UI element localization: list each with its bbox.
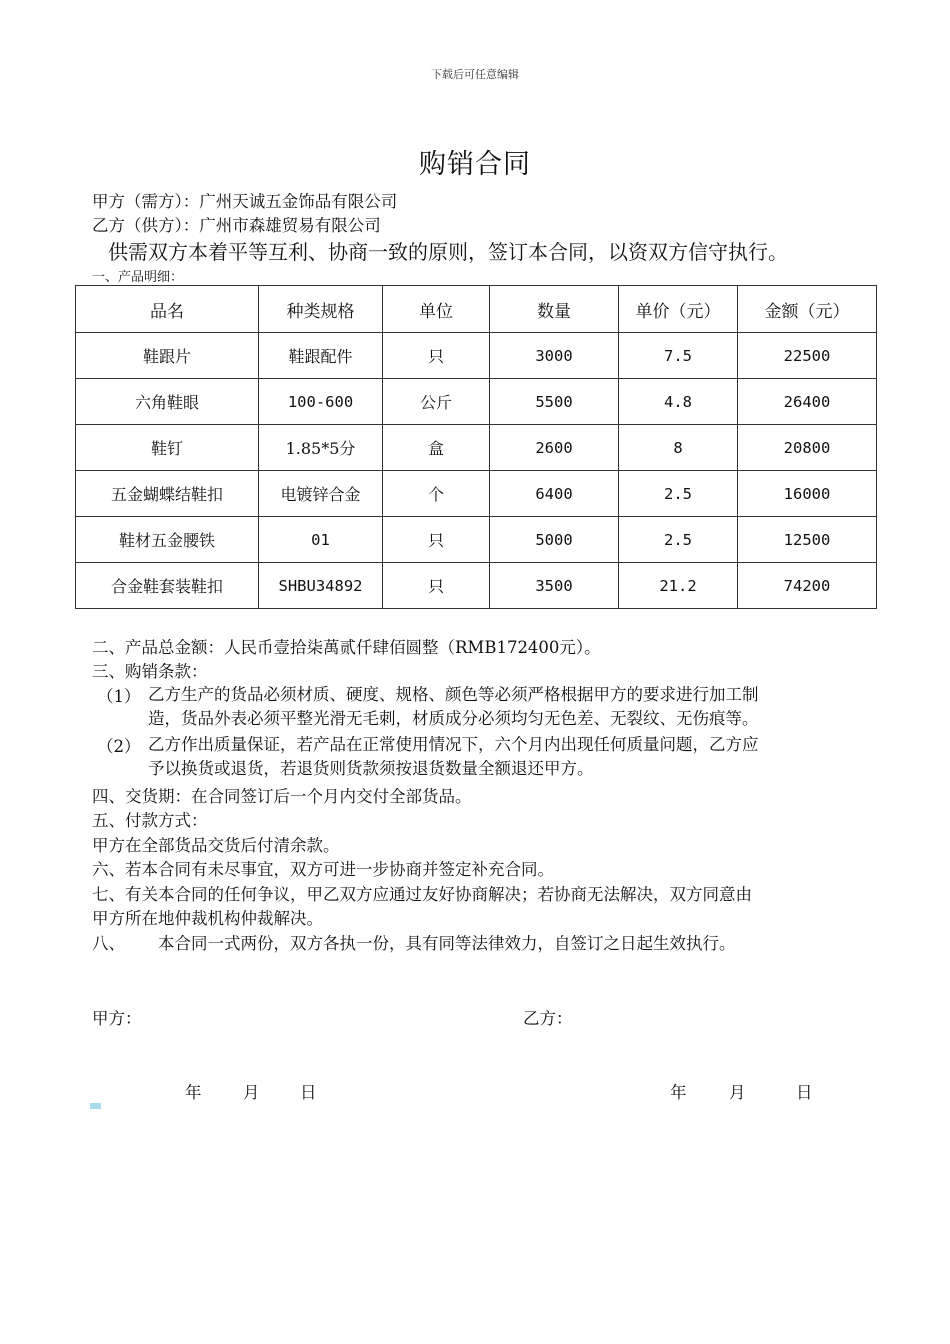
clause-1-text (148, 683, 868, 731)
table-row (76, 563, 877, 609)
cell-quantity: 5500 (490, 379, 619, 425)
cell-unit: 只 (383, 517, 490, 563)
table-row (76, 425, 877, 471)
cell-unit-price: 21.2 (619, 563, 738, 609)
cell-quantity: 2600 (490, 425, 619, 471)
section-5-text: 甲方在全部货品交货后付清余款。 (92, 836, 340, 855)
signature-party-a: 甲方： (92, 1009, 142, 1028)
clause-2-line-2: 予以换货或退货，若退货则货款须按退货数量全额退还甲方。 (148, 759, 594, 778)
clause-1-label: （1） (97, 687, 141, 706)
page-title: 购销合同 (419, 149, 531, 180)
cell-product-name: 鞋材五金腰铁 (76, 517, 259, 563)
cell-amount: 74200 (738, 563, 877, 609)
party-b: 乙方（供方）：广州市森雄贸易有限公司 (92, 216, 381, 235)
cell-quantity: 3500 (490, 563, 619, 609)
date-b-day: 日 (796, 1083, 813, 1102)
cell-spec: 鞋跟配件 (259, 333, 383, 379)
header-quantity: 数量 (490, 286, 619, 333)
header-amount: 金额（元） (738, 286, 877, 333)
party-a: 甲方（需方）：广州天诚五金饰品有限公司 (92, 192, 398, 211)
cell-unit-price: 4.8 (619, 379, 738, 425)
header-unit-price: 单价（元） (619, 286, 738, 333)
section-7-line-2: 甲方所在地仲裁机构仲裁解决。 (92, 909, 323, 928)
cell-unit: 只 (383, 563, 490, 609)
date-a-day: 日 (300, 1083, 317, 1102)
section-5-heading: 五、付款方式： (92, 811, 208, 830)
cell-product-name: 六角鞋眼 (76, 379, 259, 425)
clause-2-label: （2） (97, 737, 141, 756)
intro-text: 供需双方本着平等互利、协商一致的原则，签订本合同，以资双方信守执行。 (108, 240, 788, 264)
cell-spec: 电镀锌合金 (259, 471, 383, 517)
cell-unit: 个 (383, 471, 490, 517)
cell-spec: SHBU34892 (259, 563, 383, 609)
table-row (76, 517, 877, 563)
cell-product-name: 鞋钉 (76, 425, 259, 471)
cell-unit: 只 (383, 333, 490, 379)
date-a-year: 年 (185, 1083, 202, 1102)
cell-quantity: 5000 (490, 517, 619, 563)
section-2-total: 二、产品总金额：人民币壹拾柒萬贰仟肆佰圆整（RMB172400元）。 (92, 638, 601, 657)
cell-product-name: 合金鞋套装鞋扣 (76, 563, 259, 609)
cell-unit-price: 2.5 (619, 471, 738, 517)
date-a-month: 月 (243, 1083, 260, 1102)
cell-product-name: 五金蝴蝶结鞋扣 (76, 471, 259, 517)
header-product-name: 品名 (76, 286, 259, 333)
table-header-row (76, 286, 877, 333)
cursor-marker (90, 1103, 101, 1109)
section-6: 六、若本合同有未尽事宜，双方可进一步协商并签定补充合同。 (92, 860, 554, 879)
date-b-month: 月 (729, 1083, 746, 1102)
section-8-label: 八、 (92, 934, 125, 953)
cell-spec: 100-600 (259, 379, 383, 425)
cell-spec: 01 (259, 517, 383, 563)
section-4-delivery: 四、交货期：在合同签订后一个月内交付全部货品。 (92, 787, 472, 806)
header-note: 下载后可任意编辑 (431, 68, 519, 81)
clause-1-line-2: 造，货品外表必须平整光滑无毛刺，材质成分必须均匀无色差、无裂纹、无伤痕等。 (148, 709, 759, 728)
table-row (76, 379, 877, 425)
section-3-heading: 三、购销条款： (92, 662, 208, 681)
cell-unit-price: 8 (619, 425, 738, 471)
cell-product-name: 鞋跟片 (76, 333, 259, 379)
clause-2-line-1: 乙方作出质量保证，若产品在正常使用情况下，六个月内出现任何质量问题，乙方应 (148, 735, 759, 754)
cell-quantity: 3000 (490, 333, 619, 379)
signature-party-b: 乙方： (523, 1009, 573, 1028)
header-unit: 单位 (383, 286, 490, 333)
table-row (76, 333, 877, 379)
cell-amount: 12500 (738, 517, 877, 563)
cell-quantity: 6400 (490, 471, 619, 517)
header-spec: 种类规格 (259, 286, 383, 333)
cell-unit: 公斤 (383, 379, 490, 425)
clause-1-line-1: 乙方生产的货品必须材质、硬度、规格、颜色等必须严格根据甲方的要求进行加工制 (148, 685, 759, 704)
cell-unit-price: 2.5 (619, 517, 738, 563)
cell-amount: 26400 (738, 379, 877, 425)
section-8-text: 本合同一式两份，双方各执一份，具有同等法律效力，自签订之日起生效执行。 (158, 934, 736, 953)
section-1-heading: 一、产品明细： (92, 270, 184, 285)
section-7-line-1: 七、有关本合同的任何争议，甲乙双方应通过友好协商解决；若协商无法解决，双方同意由 (92, 885, 752, 904)
cell-spec: 1.85*5分 (259, 425, 383, 471)
cell-amount: 20800 (738, 425, 877, 471)
clause-2-text (148, 733, 868, 781)
cell-amount: 16000 (738, 471, 877, 517)
cell-unit: 盒 (383, 425, 490, 471)
cell-amount: 22500 (738, 333, 877, 379)
table-row (76, 471, 877, 517)
product-table (75, 285, 877, 609)
cell-unit-price: 7.5 (619, 333, 738, 379)
date-b-year: 年 (670, 1083, 687, 1102)
